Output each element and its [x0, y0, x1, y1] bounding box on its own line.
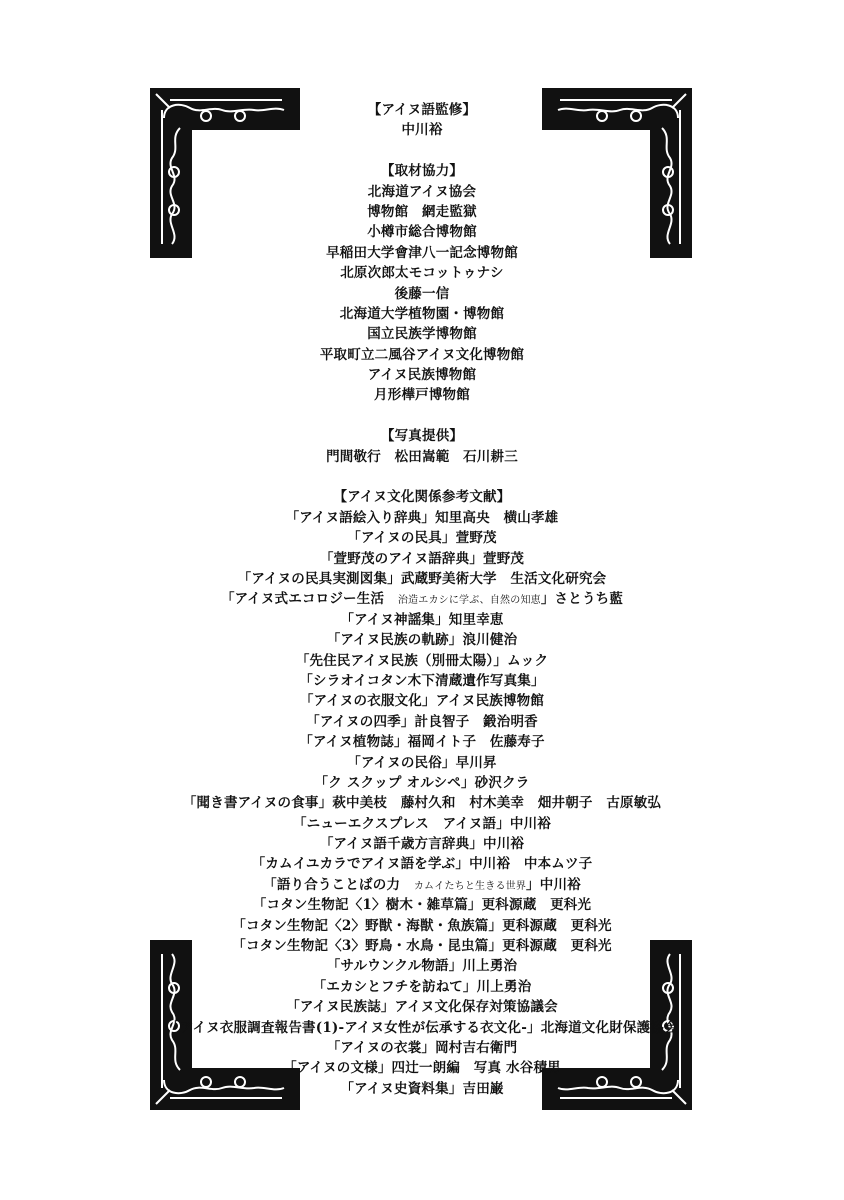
section-heading-photos: 【写真提供】	[380, 428, 464, 445]
reference-item: 「ニューエクスプレス アイヌ語」中川裕	[292, 815, 551, 832]
reference-item: 「アイヌ史資料集」吉田巌	[340, 1080, 504, 1097]
reference-ecology-author: 」さとうち藍	[540, 591, 624, 608]
reference-item: 「アイヌの民具」萱野茂	[347, 530, 497, 547]
reference-item: 「萱野茂のアイヌ語辞典」萱野茂	[319, 550, 525, 567]
section-spacer	[160, 406, 684, 426]
reference-katari-author: 」中川裕	[526, 876, 581, 893]
reference-item: 「カムイユカラでアイヌ語を学ぶ」中川裕 中本ムツ子	[251, 856, 593, 873]
cooperation-item: 月形樺戸博物館	[374, 387, 470, 404]
reference-item: 「アイヌ民族誌」アイヌ文化保存対策協議会	[286, 999, 558, 1016]
reference-item: 「アイヌの文様」四辻一朗編 写真 水谷積男	[283, 1060, 561, 1077]
reference-item: 「アイヌ植物誌」福岡イト子 佐藤寿子	[299, 734, 545, 751]
cooperation-item: 国立民族学博物館	[367, 326, 477, 343]
reference-ecology-subtitle: 治造エカシに学ぶ、自然の知恵	[397, 595, 541, 607]
reference-item: 「コタン生物記〈3〉野鳥・水鳥・昆虫篇」更科源蔵 更科光	[232, 938, 612, 955]
cooperation-item: 北原次郎太モコットゥナシ	[340, 265, 504, 282]
reference-item-ecology	[160, 589, 684, 609]
reference-item: 「アイヌ民族の軌跡」浪川健治	[326, 632, 518, 649]
reference-item: 「アイヌの民具実測図集」武蔵野美術大学 生活文化研究会	[237, 570, 607, 587]
reference-item: 「アイヌ語千歳方言辞典」中川裕	[319, 836, 525, 853]
photo-credits: 門間敬行 松田嵩範 石川耕三	[326, 448, 518, 465]
cooperation-item: 平取町立二風谷アイヌ文化博物館	[319, 346, 525, 363]
reference-item-katari	[160, 875, 684, 895]
reference-item: 「アイヌ語絵入り辞典」知里高央 横山孝雄	[285, 509, 559, 526]
reference-item: 「アイヌの衣服文化」アイヌ民族博物館	[299, 693, 545, 710]
reference-item: 「コタン生物記〈1〉樹木・雑草篇」更科源蔵 更科光	[252, 897, 592, 914]
reference-item: 「アイヌの民俗」早川昇	[347, 754, 497, 771]
reference-item: 「聞き書アイヌの食事」萩中美枝 藤村久和 村木美幸 畑井朝子 古原敏弘	[182, 795, 662, 812]
cooperation-item: 北海道大学植物園・博物館	[339, 305, 505, 322]
cooperation-item: 後藤一信	[394, 285, 450, 302]
reference-item: 「サルウンクル物語」川上勇治	[326, 958, 518, 975]
supervisor-name: 中川裕	[401, 122, 443, 139]
cooperation-item: 早稲田大学會津八一記念博物館	[326, 244, 518, 261]
reference-item: 「ク スクップ オルシペ」砂沢クラ	[314, 774, 530, 791]
reference-item: 「アイヌの四季」計良智子 鍛治明香	[306, 713, 538, 730]
cooperation-item: 小樽市総合博物館	[367, 224, 477, 241]
cooperation-item: 博物館 網走監獄	[367, 203, 477, 220]
reference-item: 「シラオイコタン木下清蔵遺作写真集」	[299, 672, 545, 689]
section-heading-references: 【アイヌ文化関係参考文献】	[333, 489, 511, 506]
credits-block	[160, 100, 684, 1099]
reference-item: 「アイヌの衣裳」岡村吉右衛門	[326, 1039, 518, 1056]
cooperation-item: 北海道アイヌ協会	[367, 183, 477, 200]
section-heading-supervision: 【アイヌ語監修】	[367, 102, 477, 118]
reference-katari-title: 「語り合うことばの力	[263, 876, 401, 893]
reference-item: 「アイヌ神謡集」知里幸恵	[340, 611, 504, 628]
reference-item: 「アイヌ衣服調査報告書(1)-アイヌ女性が伝承する衣文化-」北海道文化財保護協会	[166, 1019, 678, 1036]
reference-item: 「エカシとフチを訪ねて」川上勇治	[312, 978, 532, 995]
cooperation-item: アイヌ民族博物館	[367, 367, 477, 384]
section-spacer	[160, 141, 684, 161]
section-spacer	[160, 467, 684, 487]
reference-item: 「コタン生物記〈2〉野獣・海獣・魚族篇」更科源蔵 更科光	[232, 917, 612, 934]
section-heading-cooperation: 【取材協力】	[380, 163, 464, 180]
reference-katari-subtitle: カムイたちと生きる世界	[413, 880, 527, 892]
reference-ecology-title: 「アイヌ式エコロジー生活	[220, 591, 385, 608]
reference-item: 「先住民アイヌ民族（別冊太陽）」ムック	[295, 652, 549, 669]
